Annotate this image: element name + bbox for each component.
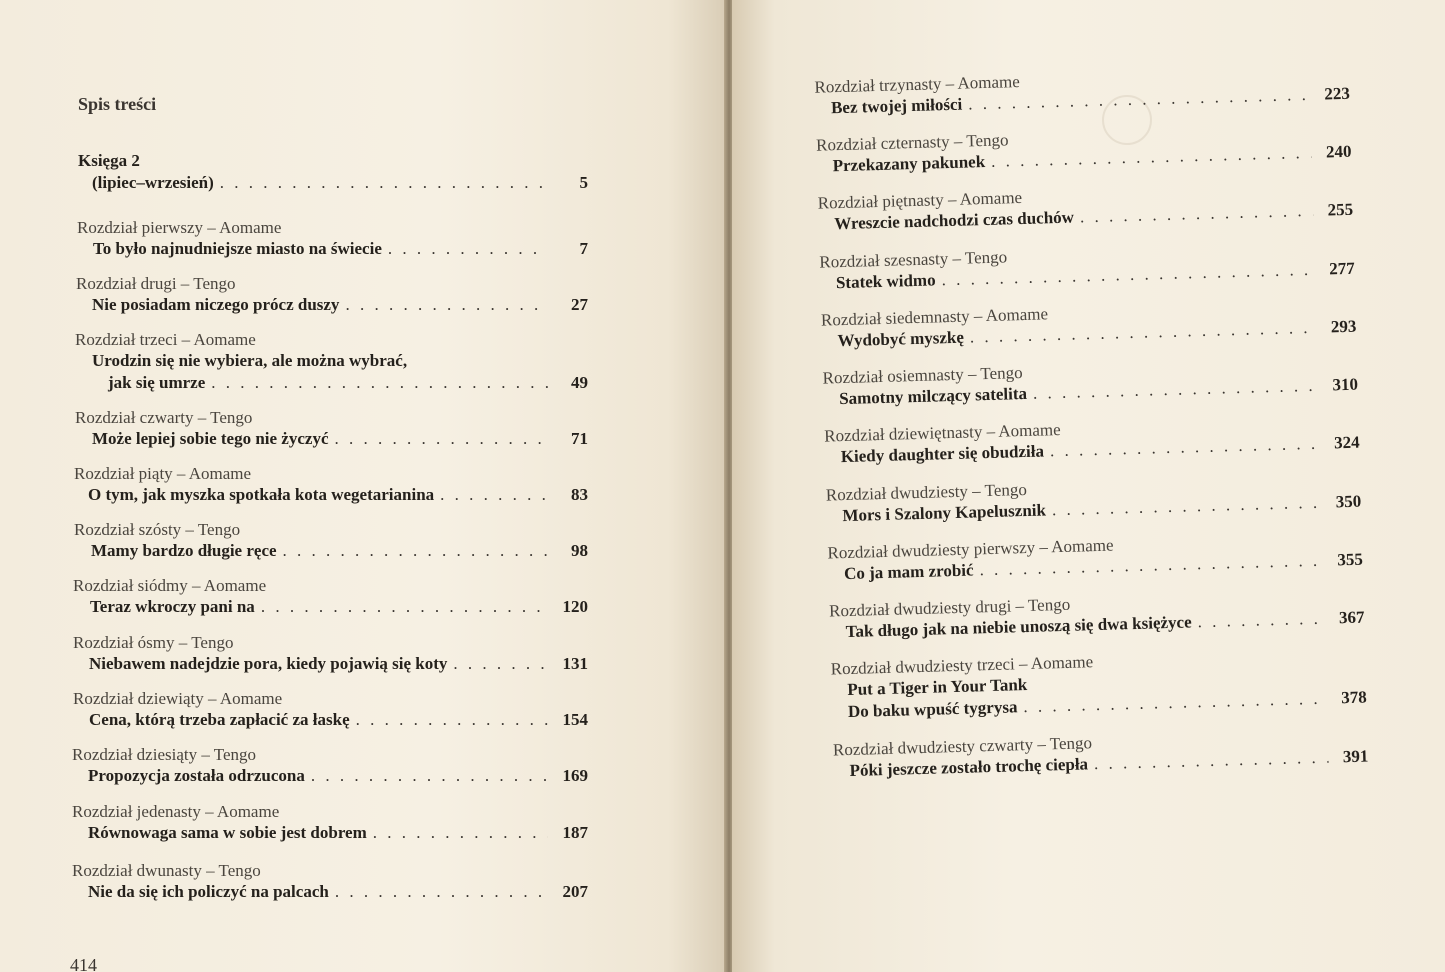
chapter-page: 154 <box>562 710 588 729</box>
chapter-page: 391 <box>1342 746 1369 767</box>
chapter-label: Rozdział drugi – Tengo <box>76 274 236 293</box>
toc-entry <box>76 274 588 316</box>
leader-dots <box>261 596 548 618</box>
title-line <box>73 709 588 731</box>
leader-dots <box>220 172 548 194</box>
chapter-page: 49 <box>571 373 588 392</box>
chapter-label: Rozdział dwudziesty czwarty – Tengo <box>832 733 1093 760</box>
chapter-title: Nie posiadam niczego prócz duszy <box>92 295 340 314</box>
title-line <box>73 596 588 618</box>
page-number: 414 <box>70 955 97 972</box>
chapter-title: Nie da się ich policzyć na palcach <box>88 882 329 901</box>
toc-entry <box>830 645 1367 724</box>
toc-entry <box>826 471 1362 528</box>
toc-entry <box>822 354 1358 411</box>
book-subtitle-line <box>78 172 588 194</box>
chapter-label: Rozdział dziewiąty – Aomame <box>73 689 283 708</box>
book-page: 5 <box>579 173 588 192</box>
toc-entry <box>74 520 588 562</box>
toc-entry <box>77 218 588 260</box>
right-page <box>732 0 1445 972</box>
chapter-title: To było najnudniejsze miasto na świecie <box>93 239 382 258</box>
chapter-page: 169 <box>562 766 588 785</box>
chapter-title: Póki jeszcze zostało trochę ciepła <box>849 754 1089 781</box>
chapter-page: 277 <box>1328 258 1355 279</box>
chapter-title: O tym, jak myszka spotkała kota wegetarianina <box>88 485 435 504</box>
toc-entry <box>829 587 1365 644</box>
chapter-page: 367 <box>1338 607 1365 628</box>
chapter-page: 350 <box>1335 491 1362 512</box>
chapter-title: Teraz wkroczy pani na <box>90 597 255 616</box>
title-line <box>75 428 588 450</box>
leader-dots <box>373 822 548 844</box>
chapter-page: 27 <box>571 295 588 314</box>
title-line <box>74 484 588 506</box>
chapter-title: Put a Tiger in Your Tank <box>847 675 1028 700</box>
title-line <box>72 765 588 787</box>
toc-entry <box>72 861 588 903</box>
leader-dots <box>453 653 548 675</box>
chapter-title: Bez twojej miłości <box>830 94 963 118</box>
toc-entry <box>72 745 588 787</box>
toc-entry <box>816 121 1352 178</box>
chapter-label: Rozdział ósmy – Tengo <box>73 633 234 652</box>
chapter-page: 240 <box>1325 141 1352 162</box>
chapter-label: Rozdział siódmy – Aomame <box>73 576 267 595</box>
leader-dots <box>311 765 548 787</box>
chapter-label: Rozdział pierwszy – Aomame <box>77 218 282 237</box>
title-line <box>72 822 588 844</box>
chapter-page: 187 <box>562 823 588 842</box>
toc-entry <box>73 633 588 675</box>
chapter-label: Rozdział dwunasty – Tengo <box>72 861 261 880</box>
chapter-page: 7 <box>579 239 588 258</box>
chapter-title: Wreszcie nadchodzi czas duchów <box>834 207 1075 234</box>
title-line <box>72 881 588 903</box>
chapter-title: Mors i Szalony Kapelusznik <box>842 500 1047 526</box>
chapter-label: Rozdział czternasty – Tengo <box>815 130 1009 155</box>
toc-entry <box>75 330 588 394</box>
leader-dots <box>335 881 548 903</box>
toc-entry <box>827 529 1363 586</box>
chapter-title: Może lepiej sobie tego nie życzyć <box>92 429 329 448</box>
book-label: Księga 2 <box>78 151 140 170</box>
right-page-content <box>732 0 1445 972</box>
chapter-page: 207 <box>562 882 588 901</box>
toc-entry <box>821 296 1357 353</box>
chapter-label: Rozdział szesnasty – Tengo <box>819 247 1008 272</box>
chapter-title: Co ja mam zrobić <box>843 560 974 584</box>
toc-entry <box>814 63 1350 120</box>
chapter-label: Rozdział dwudziesty trzeci – Aomame <box>830 652 1094 679</box>
chapter-title: Statek widmo <box>835 270 936 293</box>
chapter-title: Wydobyć myszkę <box>837 327 965 351</box>
toc-entry <box>819 238 1355 295</box>
book-entry <box>78 150 588 194</box>
chapter-label: Rozdział jedenasty – Aomame <box>72 802 280 821</box>
chapter-label: Rozdział piętnasty – Aomame <box>817 187 1023 213</box>
chapter-label: Rozdział dziewiętnasty – Aomame <box>823 419 1061 446</box>
leader-dots <box>345 294 548 316</box>
chapter-title: Kiedy daughter się obudziła <box>840 441 1045 467</box>
title-line <box>75 372 588 394</box>
toc-entry <box>75 408 588 450</box>
chapter-title-cont: jak się umrze <box>108 373 206 392</box>
chapter-label: Rozdział dziesiąty – Tengo <box>72 745 257 764</box>
toc-entry <box>73 576 588 618</box>
chapter-label: Rozdział trzeci – Aomame <box>75 330 256 349</box>
chapter-page: 324 <box>1333 432 1360 453</box>
chapter-page: 378 <box>1340 687 1367 708</box>
chapter-page: 223 <box>1324 83 1351 104</box>
chapter-title: Samotny milczący satelita <box>838 383 1028 409</box>
chapter-page: 131 <box>562 654 588 673</box>
chapter-label: Rozdział dwudziesty drugi – Tengo <box>828 594 1071 621</box>
title-line <box>74 540 588 562</box>
chapter-title: Mamy bardzo długie ręce <box>91 541 277 560</box>
book-subtitle: (lipiec–wrzesień) <box>92 173 214 192</box>
chapter-title: Przekazany pakunek <box>832 151 986 176</box>
toc-entry <box>817 179 1353 236</box>
chapter-title: Urodzin się nie wybiera, ale można wybrać, <box>92 351 408 370</box>
chapter-label: Rozdział piąty – Aomame <box>74 464 252 483</box>
chapter-title: Tak długo jak na niebie unoszą się dwa księżyce <box>845 612 1192 642</box>
chapter-title: Równowaga sama w sobie jest dobrem <box>88 823 367 842</box>
chapter-label: Rozdział osiemnasty – Tengo <box>822 363 1023 388</box>
chapter-label: Rozdział szósty – Tengo <box>74 520 241 539</box>
title-line <box>73 653 588 675</box>
toc-entry <box>73 689 588 731</box>
toc-entry <box>824 412 1360 469</box>
toc-entry <box>74 464 588 506</box>
chapter-page: 98 <box>571 541 588 560</box>
title-line <box>76 294 588 316</box>
leader-dots <box>211 372 548 394</box>
chapter-title-cont: Do baku wpuść tygrysa <box>847 697 1018 722</box>
title-line <box>77 238 588 260</box>
chapter-page: 83 <box>571 485 588 504</box>
chapter-page: 310 <box>1332 374 1359 395</box>
leader-dots <box>440 484 548 506</box>
chapter-page: 120 <box>562 597 588 616</box>
leader-dots <box>356 709 548 731</box>
leader-dots <box>335 428 549 450</box>
chapter-title: Cena, którą trzeba zapłacić za łaskę <box>89 710 350 729</box>
chapter-label: Rozdział siedemnasty – Aomame <box>820 304 1049 330</box>
chapter-page: 71 <box>571 429 588 448</box>
chapter-label: Rozdział dwudziesty pierwszy – Aomame <box>827 535 1114 563</box>
chapter-label: Rozdział czwarty – Tengo <box>75 408 253 427</box>
leader-dots <box>388 238 548 260</box>
chapter-title: Niebawem nadejdzie pora, kiedy pojawią się koty <box>89 654 448 673</box>
toc-entry <box>833 726 1369 783</box>
chapter-page: 293 <box>1330 316 1357 337</box>
chapter-page: 355 <box>1337 549 1364 570</box>
chapter-label: Rozdział dwudziesty – Tengo <box>825 479 1028 505</box>
chapter-title: Propozycja została odrzucona <box>88 766 305 785</box>
toc-entry <box>72 802 588 844</box>
toc-heading: Spis treści <box>78 94 157 114</box>
leader-dots <box>283 540 548 562</box>
chapter-label: Rozdział trzynasty – Aomame <box>814 72 1021 97</box>
chapter-page: 255 <box>1327 199 1354 220</box>
leader-dots <box>1197 608 1325 634</box>
